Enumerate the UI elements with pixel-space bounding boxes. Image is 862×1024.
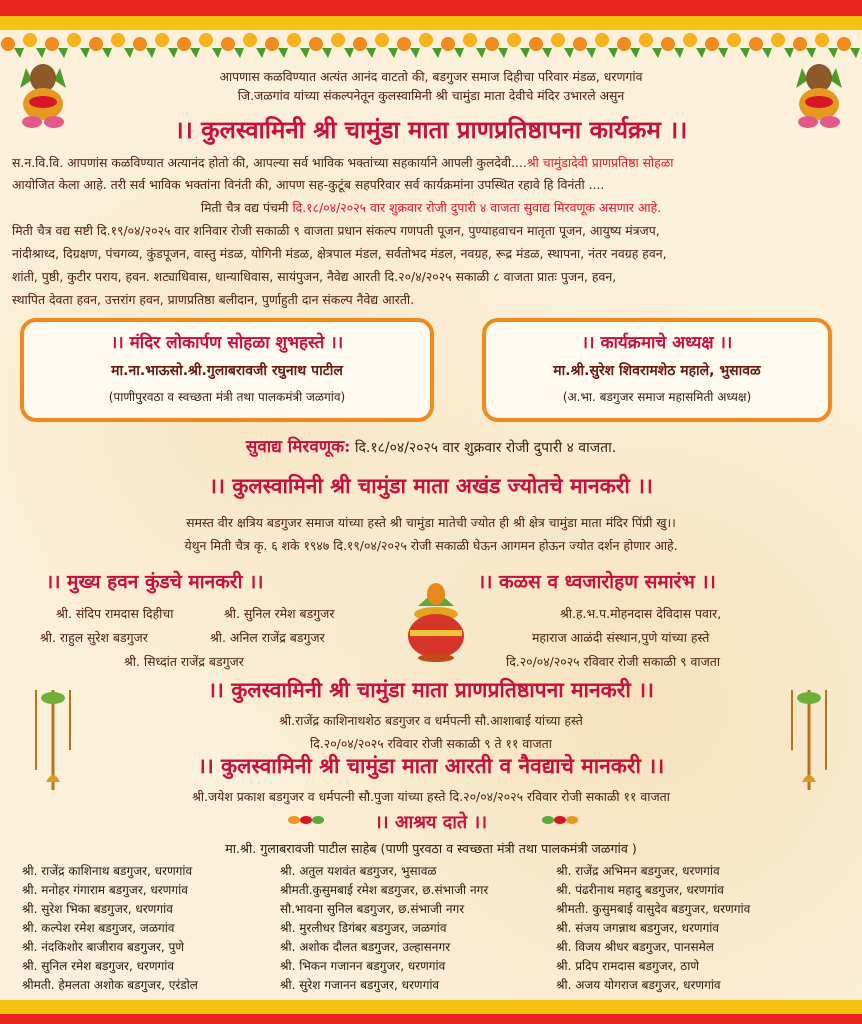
- patron-name: श्री. संजय जगन्नाथ बडगुजर, धरणगांव: [556, 921, 720, 935]
- main-title: ।। कुलस्वामिनी श्री चामुंडा माता प्राणप्रतिष्ठापना कार्यक्रम ।।: [174, 115, 688, 144]
- patron-name: श्री. प्रदिप रामदास बडगुजर, ठाणे: [556, 959, 699, 973]
- inauguration-title: ।। मंदिर लोकार्पण सोहळा शुभहस्ते ।।: [110, 333, 344, 353]
- inauguration-box: [20, 318, 434, 422]
- patron-name: श्री. राजेंद्र अभिमन बडगुजर, धरणगांव: [556, 864, 720, 878]
- pran-line-2: दि.२०/०४/२०२५ रविवार रोजी सकाळी ९ ते ११ वाजता: [310, 736, 552, 751]
- kalash-pot-icon: [404, 580, 468, 664]
- patron-name: श्री. मनोहर गंगाराम बडगुजर, धरणगांव: [22, 883, 188, 897]
- president-name: मा.श्री.सुरेश शिवरामशेठ महाले, भुसावळ: [553, 363, 761, 379]
- patron-name: श्रीमती.कुसुमबाई रमेश बडगुजर, छ.संभाजी नगर: [280, 883, 489, 897]
- top-yellow-border: [0, 16, 862, 30]
- para1-line-3: मिती चैत्र वद्य पंचमी दि.१८/०४/२०२५ वार शुक्रवार रोजी दुपारी ४ वाजता सुवाद्य मिरवणूक असणार आहे.: [200, 200, 662, 215]
- patron-name: श्री. अजय योगराज बडगुजर, धरणगांव: [556, 978, 721, 992]
- jyot-line-1: समस्त वीर क्षत्रिय बडगुजर समाज यांच्या हस्ते श्री चामुंडा मातेची ज्योत ही श्री क्षेत्र चामुंडा माता मंदिर पिंप्री खु।।: [186, 515, 676, 530]
- ritual-line-1: मिती चैत्र वद्य सष्टी दि.१९/०४/२०२५ वार शनिवार रोजी सकाळी ९ वाजता प्रधान संकल्प गणपती पूजन, पुण्याहवाचन मातृता पूजन, आयुष्य मंत्रजप,: [12, 223, 660, 238]
- patron-name: श्री. पंढरीनाथ महादु बडगुजर, धरणगांव: [556, 883, 724, 897]
- para1-line-2: आयोजित केला आहे. तरी सर्व भाविक भक्तांना विनंती की, आपण सह-कुटूंब सहपरिवार सर्व कार्यक्रमांना उपस्थित रहावे हि विनंती ....: [12, 177, 605, 192]
- aarti-line: श्री.जयेश प्रकाश बडगुजर व धर्मपत्नी सौ.पुजा यांच्या हस्ते दि.२०/०४/२०२५ रविवार रोजी सकाळी ११ वाजता: [192, 789, 670, 804]
- divider-leaf-icon: [540, 813, 580, 827]
- patron-name: सौ.भावना सुनिल बडगुजर, छ.संभाजी नगर: [280, 902, 465, 916]
- patron-name: श्री. अशोक दौलत बडगुजर, उल्हासनगर: [280, 940, 451, 954]
- patron-name: श्री. कल्पेश रमेश बडगुजर, जळगांव: [22, 921, 175, 935]
- kalas-line-2: महाराज आळंदी संस्थान,पुणे यांच्या हस्ते: [532, 630, 710, 645]
- patron-name: श्री. विजय श्रीधर बडगुजर, पानसमेल: [556, 940, 714, 954]
- patron-name: श्री. सुरेश गजानन बडगुजर, धरणगांव: [280, 978, 440, 992]
- patron-name: श्री. भिकन गजानन बडगुजर, धरणगांव: [280, 959, 446, 973]
- ritual-line-4: स्थापित देवता हवन, उत्तरांग हवन, प्राणप्रतिष्ठा बलीदान, पुर्णाहुती दान संकल्प नैवेद्य आरती.: [12, 292, 415, 307]
- president-designation: (अ.भा. बडगुजर समाज महासमिती अध्यक्ष): [562, 390, 752, 404]
- patron-name: श्री. सुरेश भिका बडगुजर, धरणगांव: [22, 902, 173, 916]
- bottom-red-border: [0, 1014, 862, 1024]
- procession-line: सुवाद्य मिरवणूक: दि.१८/०४/२०२५ वार शुक्रवार रोजी दुपारी ४ वाजता.: [245, 437, 617, 457]
- havan-member: श्री. राहुल सुरेश बडगुजर: [40, 630, 148, 645]
- patron-name: श्री. सुनिल रमेश बडगुजर, धरणगांव: [22, 959, 175, 973]
- pran-line-1: श्री.राजेंद्र काशिनाथशेठ बडगुजर व धर्मपत्नी सौ.आशाबाई यांच्या हस्ते: [279, 713, 583, 728]
- kalas-line-3: दि.२०/०४/२०२५ रविवार रोजी सकाळी ९ वाजता: [506, 654, 721, 669]
- patron-name: श्री. मुरलीधर डिगंबर बडगुजर, जळगांव: [280, 921, 447, 935]
- intro-line-1: आपणास कळविण्यात अत्यंत आनंद वाटतो की, बडगुजर समाज दिहीचा परिवार मंडळ, धरणगांव: [219, 69, 643, 84]
- jyot-title: ।। कुलस्वामिनी श्री चामुंडा माता अखंड ज्योतचे मानकरी ।।: [209, 473, 653, 498]
- havan-member: श्री. संदिप रामदास दिहीचा: [56, 606, 174, 621]
- patrons-chief: मा.श्री. गुलाबरावजी पाटील साहेब (पाणी पुरवठा व स्वच्छता मंत्री तथा पालकमंत्री जळगांव ): [225, 841, 637, 856]
- havan-member: श्री. सुनिल रमेश बडगुजर: [224, 606, 335, 621]
- patron-name: श्री. अतुल यशवंत बडगुजर, भुसावळ: [280, 864, 437, 878]
- president-box: [482, 318, 832, 422]
- top-red-border: [0, 0, 862, 16]
- marigold-garland-icon: [0, 30, 862, 64]
- kalas-line-1: श्री.ह.भ.प.मोहनदास देविदास पवार,: [560, 606, 722, 621]
- inauguration-designation: (पाणीपुरवठा व स्वच्छता मंत्री तथा पालकमंत्री जळगांव): [108, 390, 346, 404]
- aarti-title: ।। कुलस्वामिनी श्री चामुंडा माता आरती व नैवद्याचे मानकरी ।।: [197, 753, 665, 778]
- havan-member: श्री. अनिल राजेंद्र बडगुजर: [210, 630, 325, 645]
- ritual-line-2: नांदीश्राध्द, दिग्रक्षण, पंचगव्य, कुंडपूजन, वास्तु मंडळ, योगिनी मंडळ, क्षेत्रपाल मंडल, सर्वतोभद मंडल, नवग्रह, रूद्र मंडळ, स्थापना, नंतर नवग्रह हवन,: [12, 246, 667, 261]
- kalas-title: ।। कळस व ध्वजारोहण समारंभ ।।: [478, 571, 716, 593]
- patron-name: श्री. नंदकिशोर बाजीराव बडगुजर, पुणे: [22, 940, 185, 954]
- ritual-line-3: शांती, पुष्ठी, कुटीर पराय, हवन. शट्याधिवास, धान्याधिवास, सायंपुजन, नैवेद्य आरती दि.२०/४/२०२५ सकाळी ८ वाजता प्रातः पुजन, हवन,: [12, 269, 617, 284]
- havan-member: श्री. सिध्दांत राजेंद्र बडगुजर: [124, 654, 244, 669]
- patron-name: श्री. राजेंद्र काशिनाथ बडगुजर, धरणगांव: [22, 864, 193, 878]
- patron-name: श्रीमती. हेमलता अशोक बडगुजर, एरंडोल: [22, 978, 198, 992]
- jyot-line-2: येथुन मिती चैत्र कृ. ६ शके १९४७ दि.१९/०४/२०२५ रोजी सकाळी घेऊन आगमन होऊन ज्योत दर्शन होणार आहे.: [184, 538, 678, 553]
- pran-title: ।। कुलस्वामिनी श्री चामुंडा माता प्राणप्रतिष्ठापना मानकरी ।।: [207, 677, 655, 702]
- inauguration-name: मा.ना.भाऊसो.श्री.गुलाबरावजी रघुनाथ पाटील: [111, 363, 343, 379]
- president-title: ।। कार्यक्रमाचे अध्यक्ष ।।: [581, 333, 733, 353]
- para1-line-1: स.न.वि.वि. आपणांस कळविण्यात अत्यानंद होतो की, आपल्या सर्व भाविक भक्तांच्या सहकार्याने आपली कुलदेवी....श्री चामुंडादेवी प्राणप्रतिष्ठा सोहळा: [12, 155, 674, 170]
- intro-line-2: जि.जळगांव यांच्या संकल्पनेतून कुलस्वामिनी श्री चामुंडा माता देवीचे मंदिर उभारले असुन: [237, 88, 625, 103]
- havan-title: ।। मुख्य हवन कुंडचे मानकरी ।।: [46, 571, 264, 593]
- patrons-title: ।। आश्रय दाते ।।: [374, 812, 488, 833]
- patron-name: श्रीमती. कुसुमबाई वासुदेव बडगुजर, धरणगांव: [556, 902, 751, 916]
